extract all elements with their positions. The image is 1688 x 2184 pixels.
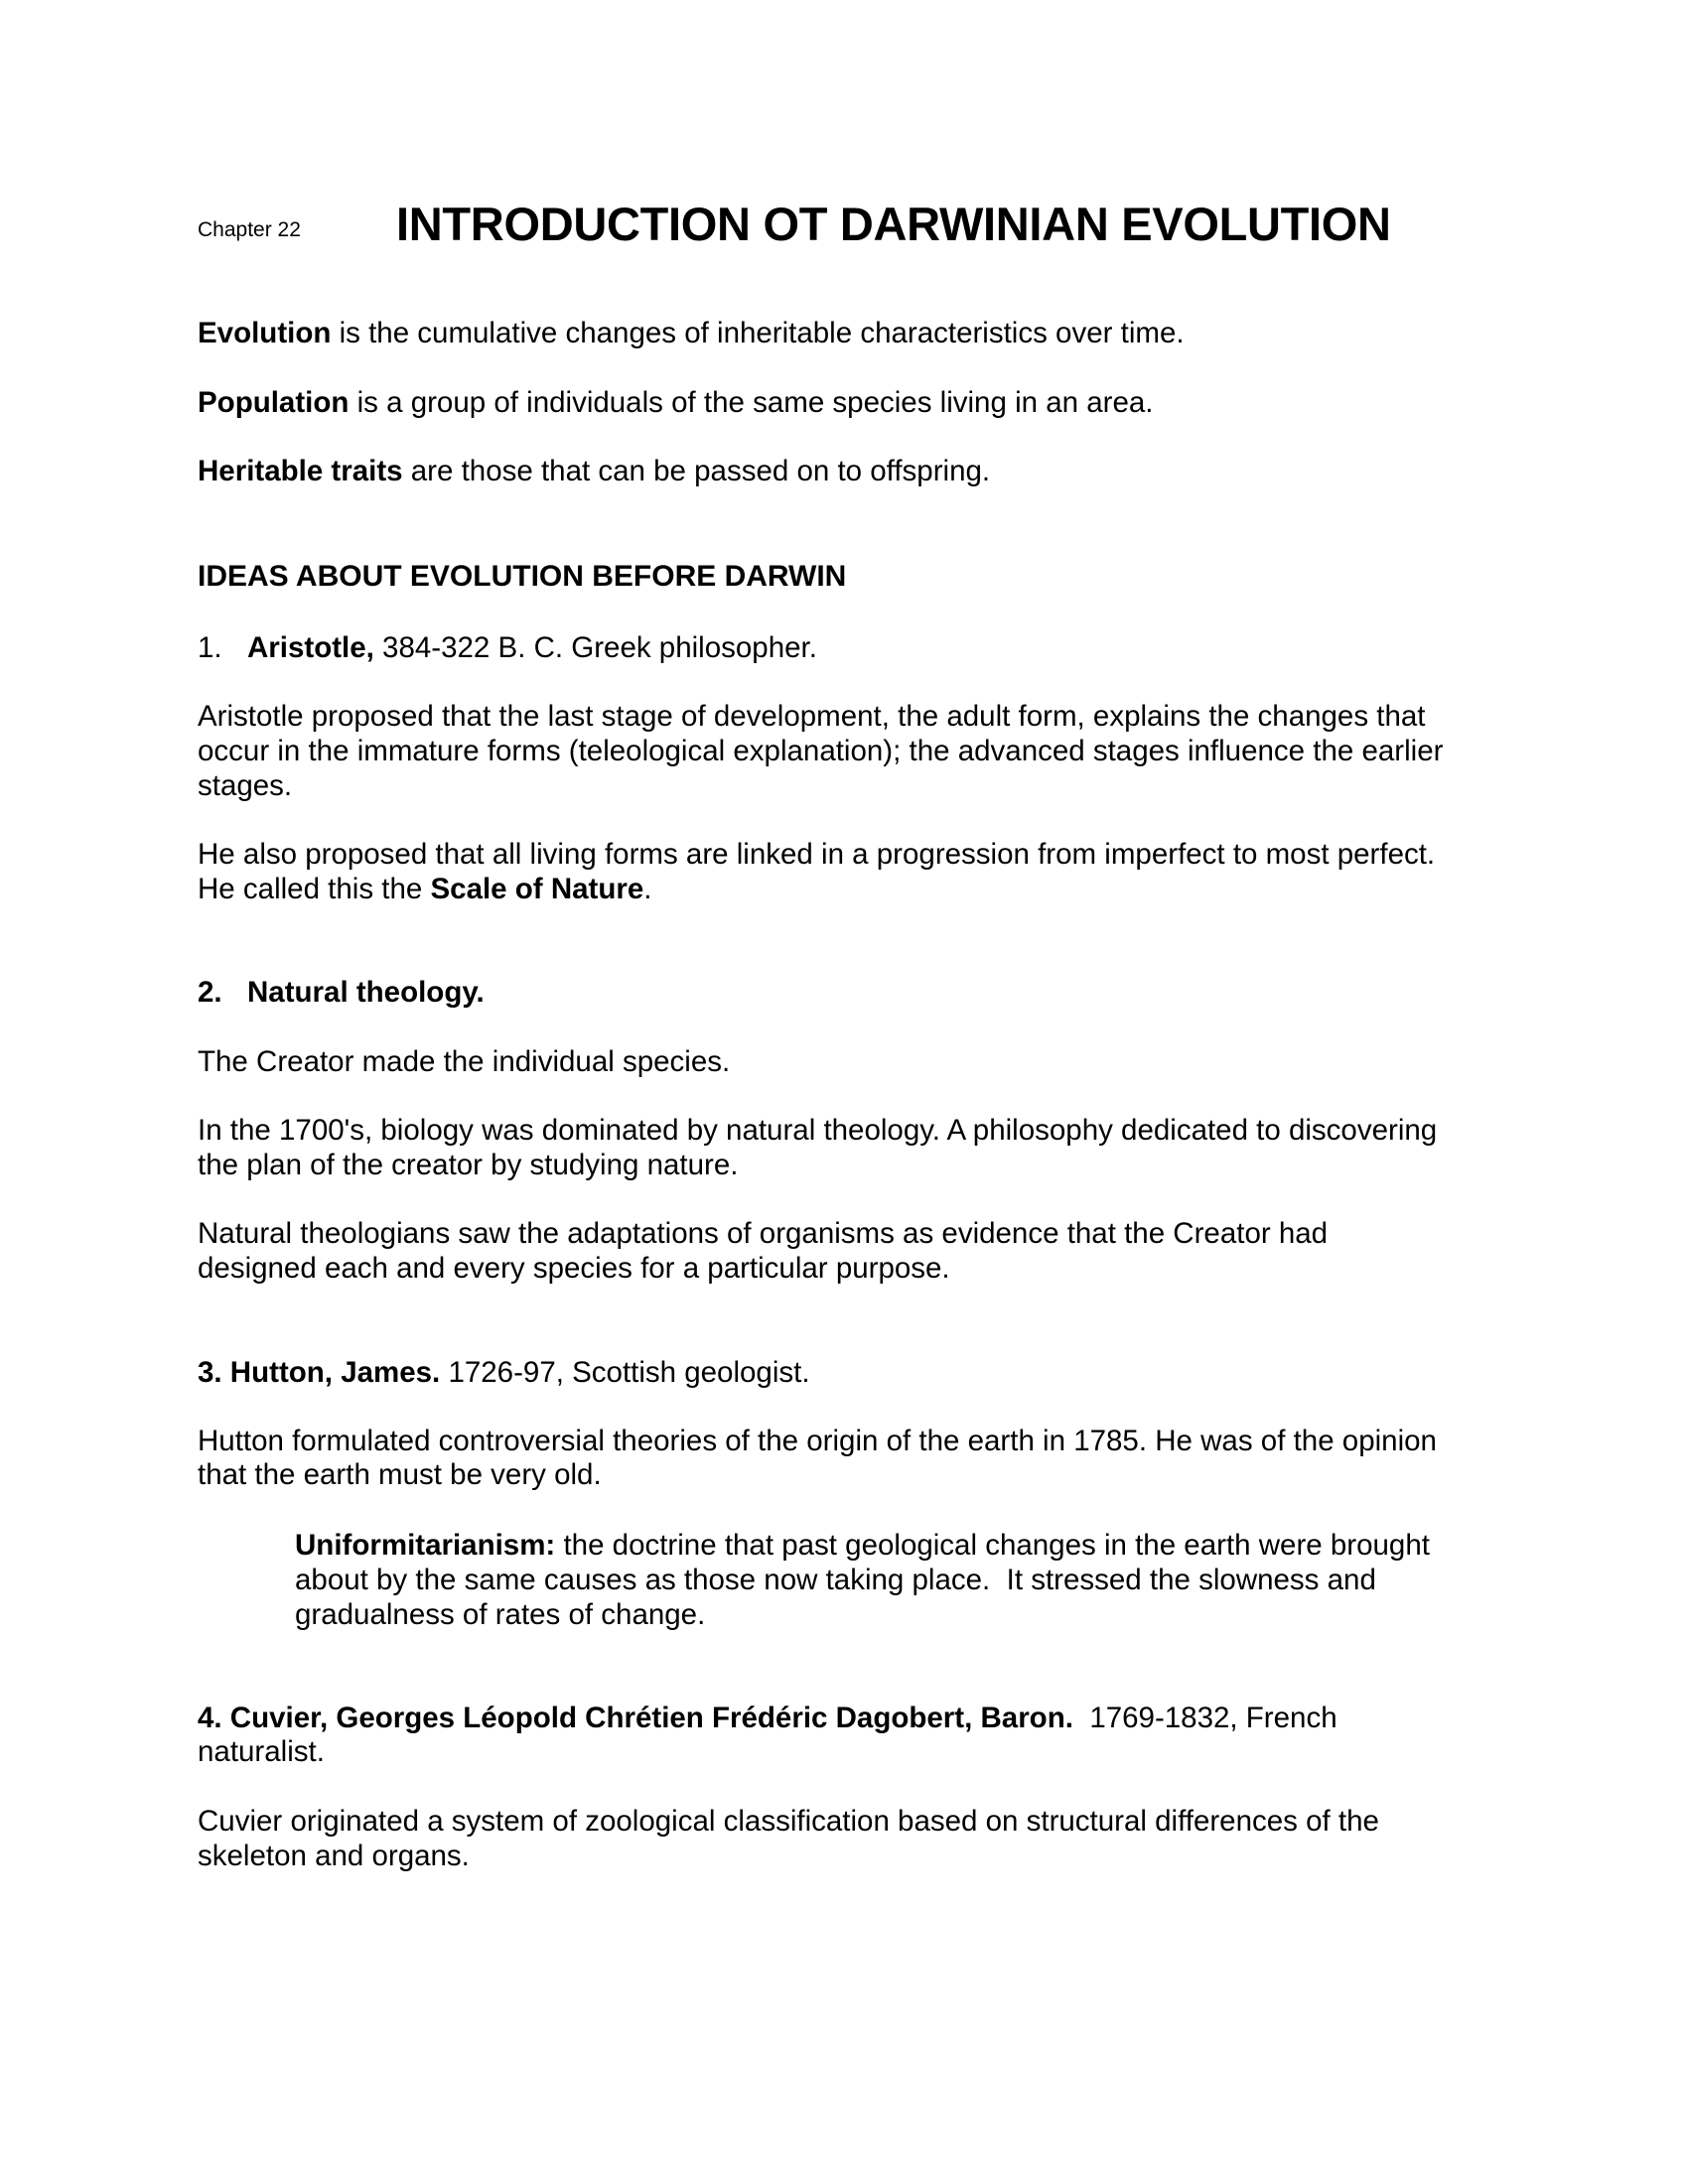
- indented-definition-line: [295, 1528, 1430, 1563]
- paragraph-line: skeleton and organs.: [198, 1840, 470, 1872]
- page-title: INTRODUCTION OT DARWINIAN EVOLUTION: [396, 198, 1391, 250]
- item-name: 4. Cuvier, Georges Léopold Chrétien Frédéric Dagobert, Baron.: [198, 1702, 1073, 1734]
- paragraph-line: naturalist.: [198, 1735, 325, 1768]
- item-number: 2.: [198, 976, 222, 1009]
- paragraph-line: Hutton formulated controversial theories of the origin of the earth in 1785. He was of the opinion: [198, 1425, 1437, 1457]
- definition-heritable-traits: [198, 454, 990, 488]
- section-heading: IDEAS ABOUT EVOLUTION BEFORE DARWIN: [198, 560, 847, 593]
- paragraph-line: [198, 872, 651, 906]
- paragraph-line: designed each and every species for a particular purpose.: [198, 1252, 950, 1285]
- definition-text: are those that can be passed on to offspring.: [402, 455, 991, 487]
- item-heading-natural-theology: [198, 975, 485, 1010]
- paragraph-line: The Creator made the individual species.: [198, 1045, 731, 1078]
- term: Evolution: [198, 317, 332, 349]
- definition-evolution: [198, 316, 1185, 350]
- term: Heritable traits: [198, 455, 403, 487]
- paragraph-line: occur in the immature forms (teleological explanation); the advanced stages influence the earlier: [198, 735, 1444, 767]
- text: .: [643, 873, 652, 905]
- paragraph-line: In the 1700's, biology was dominated by natural theology. A philosophy dedicated to discovering: [198, 1114, 1438, 1147]
- item-desc: 1726-97, Scottish geologist.: [440, 1356, 810, 1389]
- definition-population: [198, 385, 1153, 420]
- text: the doctrine that past geological changes in the earth were brought: [555, 1529, 1430, 1562]
- item-heading-hutton: [198, 1355, 810, 1390]
- term-scale-of-nature: Scale of Nature: [430, 873, 644, 905]
- paragraph-line: that the earth must be very old.: [198, 1458, 602, 1491]
- text: He called this the: [198, 873, 431, 905]
- paragraph-line: He also proposed that all living forms are linked in a progression from imperfect to most perfect.: [198, 838, 1436, 871]
- item-number: 1.: [198, 631, 222, 664]
- paragraph-line: Aristotle proposed that the last stage of development, the adult form, explains the changes that: [198, 700, 1426, 733]
- chapter-label: Chapter 22: [198, 218, 301, 241]
- term-uniformitarianism: Uniformitarianism:: [295, 1529, 556, 1562]
- paragraph-line: Cuvier originated a system of zoological classification based on structural differences of the: [198, 1805, 1379, 1838]
- definition-text: is a group of individuals of the same species living in an area.: [349, 386, 1154, 419]
- item-name: Aristotle,: [247, 631, 374, 664]
- definition-text: is the cumulative changes of inheritable characteristics over time.: [331, 317, 1185, 349]
- indented-definition-line: about by the same causes as those now taking place. It stressed the slowness and: [295, 1564, 1376, 1596]
- paragraph-line: Natural theologians saw the adaptations of organisms as evidence that the Creator had: [198, 1217, 1329, 1250]
- paragraph-line: the plan of the creator by studying nature.: [198, 1149, 739, 1181]
- item-desc: 384-322 B. C. Greek philosopher.: [373, 631, 817, 664]
- item-name: Natural theology.: [247, 976, 485, 1009]
- item-name: 3. Hutton, James.: [198, 1356, 441, 1389]
- item-heading-cuvier: [198, 1701, 1337, 1735]
- indented-definition-line: gradualness of rates of change.: [295, 1598, 706, 1631]
- term: Population: [198, 386, 350, 419]
- item-desc: 1769-1832, French: [1072, 1702, 1337, 1734]
- item-heading-aristotle: [198, 630, 817, 665]
- paragraph-line: stages.: [198, 769, 293, 802]
